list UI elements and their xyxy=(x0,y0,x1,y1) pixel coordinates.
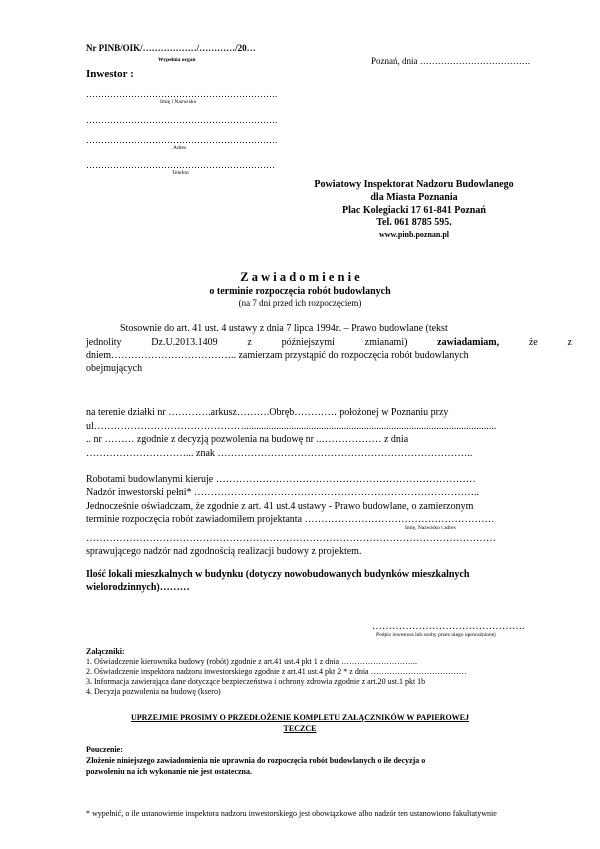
paragraph-1-line-4: obejmujących xyxy=(86,363,143,374)
signature-field[interactable]: ………………………………………. xyxy=(372,621,525,632)
paragraph-3-line-6: sprawującego nadzór nad zgodnością realizacji budowy z projektem. xyxy=(86,546,362,557)
case-number-line[interactable]: Nr PINB/OIK/………………/…………/20… xyxy=(86,43,256,53)
attachment-item: 4. Decyzja pozwolenia na budowę (ksero) xyxy=(86,687,221,696)
request-line-2: TECZCE xyxy=(283,724,317,733)
word: późniejszymi xyxy=(281,337,335,348)
attachment-item: 2. Oświadczenie inspektora nadzoru inwestorskiego zgodnie z art.41 ust.4 pkt 2 * z dnia ……………………………… xyxy=(86,667,467,676)
document-title: Z a w i a d o m i e n i e xyxy=(240,270,360,284)
recipient-line-3: Plac Kolegiacki 17 61-841 Poznań xyxy=(342,205,486,216)
attachment-item: 1. Oświadczenie kierownika budowy (robót) zgodnie z art.41 ust.4 pkt 1 z dnia ……………………….. xyxy=(86,657,418,666)
document-note: (na 7 dni przed ich rozpoczęciem) xyxy=(238,298,362,308)
street-field[interactable]: ul………………………………………..................................................................................................... xyxy=(86,421,497,432)
site-inspector-field[interactable]: Nadzór inwestorski pełni* ………………………………………………………………………….. xyxy=(86,487,480,498)
word: z xyxy=(567,337,572,348)
designer-field[interactable]: terminie rozpoczęcia robót zawiadomiłem projektanta ………………………………………………… xyxy=(86,514,495,525)
investor-name-caption: Imię i Nazwisko xyxy=(160,99,197,105)
signature-caption: Podpis inwestora lub osoby przez niego upoważnionej xyxy=(376,632,496,638)
word: zmianami) xyxy=(364,337,408,348)
permit-number-field[interactable]: .. nr ……… zgodnie z decyzją pozwolenia na budowę nr ..……………… z dnia xyxy=(86,434,409,445)
footnote: * wypełnić, o ile ustanowienie inspektora nadzoru inwestorskiego jest obowiązkowe albo nadzór ten ustanowiono fakultatywnie xyxy=(86,809,497,818)
paragraph-3-line-3: Jednocześnie oświadczam, że zgodnie z art. 41 ust.4 ustawy - Prawo budowlane, o zamierzonym xyxy=(86,501,474,512)
notice-line-1: Złożenie niniejszego zawiadomienia nie uprawnia do rozpoczęcia robót budowlanych o ile decyzja o xyxy=(86,756,426,765)
construction-manager-field[interactable]: Robotami budowlanymi kieruje …………………………………………………………………… xyxy=(86,474,476,485)
recipient-line-2: dla Miasta Poznania xyxy=(370,192,458,203)
paragraph-1-line-1: Stosownie do art. 41 ust. 4 ustawy z dnia 7 lipca 1994r. – Prawo budowlane (tekst xyxy=(120,323,448,334)
word: że xyxy=(528,337,538,348)
investor-address-caption: Adres xyxy=(173,145,187,151)
dwellings-field[interactable]: wielorodzinnych)……… xyxy=(86,582,190,593)
date-line[interactable]: Poznań, dnia ………………………………. xyxy=(371,56,530,66)
word: Dz.U.2013.1409 xyxy=(151,337,218,348)
investor-phone-caption: Telefon xyxy=(172,170,189,176)
word: z xyxy=(247,337,252,348)
designer-caption: Imię, Nazwisko i adres xyxy=(405,525,456,531)
investor-address-field[interactable]: ………………………………………………………. xyxy=(86,135,278,145)
recipient-website: www.pinb.poznan.pl xyxy=(378,230,450,239)
recipient-line-4: Tel. 061 8785 595. xyxy=(376,217,452,228)
request-line-1: UPRZEJMIE PROSIMY O PRZEDŁOŻENIE KOMPLETU ZAŁĄCZNIKÓW W PAPIEROWEJ xyxy=(130,713,470,722)
paragraph-1-line-2 xyxy=(86,337,572,348)
start-date-field[interactable]: dniem……………………………….. zamierzam przystąpić do rozpoczęcia robót budowlanych xyxy=(86,350,469,361)
attachment-item: 3. Informacja zawierająca dane dotyczące bezpieczeństwa i ochrony zdrowia zgodnie z art.20 ust.1 pkt 1b xyxy=(86,677,426,686)
document-subtitle: o terminie rozpoczęcia robót budowlanych xyxy=(209,286,391,297)
notice-line-2: pozwoleniu na ich wykonanie nie jest ostateczna. xyxy=(86,767,252,776)
attachments-label: Załączniki: xyxy=(86,647,125,656)
investor-label: Inwestor : xyxy=(86,68,134,80)
designer-field-2[interactable]: …………………………………………………………………………………………………………… xyxy=(86,533,496,544)
case-number-caption: Wypełnia organ xyxy=(158,57,196,63)
dwellings-line-1: Ilość lokali mieszkalnych w budynku (dotyczy nowobudowanych budynków mieszkalnych xyxy=(86,569,470,580)
recipient-line-1: Powiatowy Inspektorat Nadzoru Budowlanego xyxy=(314,179,514,190)
permit-reference-field[interactable]: …………………………... znak ………………………………………………………………….. xyxy=(86,448,473,459)
word-bold: zawiadamiam, xyxy=(437,337,500,348)
notice-label: Pouczenie: xyxy=(86,745,123,754)
investor-name-field[interactable]: ………………………………………………………. xyxy=(86,89,278,99)
plot-number-field[interactable]: na terenie działki nr ………….arkusz……….Obręb…………. położonej w Poznaniu przy xyxy=(86,407,449,418)
investor-phone-field[interactable]: ……………………………………………………… xyxy=(86,160,275,170)
word: jednolity xyxy=(86,337,122,348)
investor-name-field-2[interactable]: ………………………………………………………. xyxy=(86,115,278,125)
